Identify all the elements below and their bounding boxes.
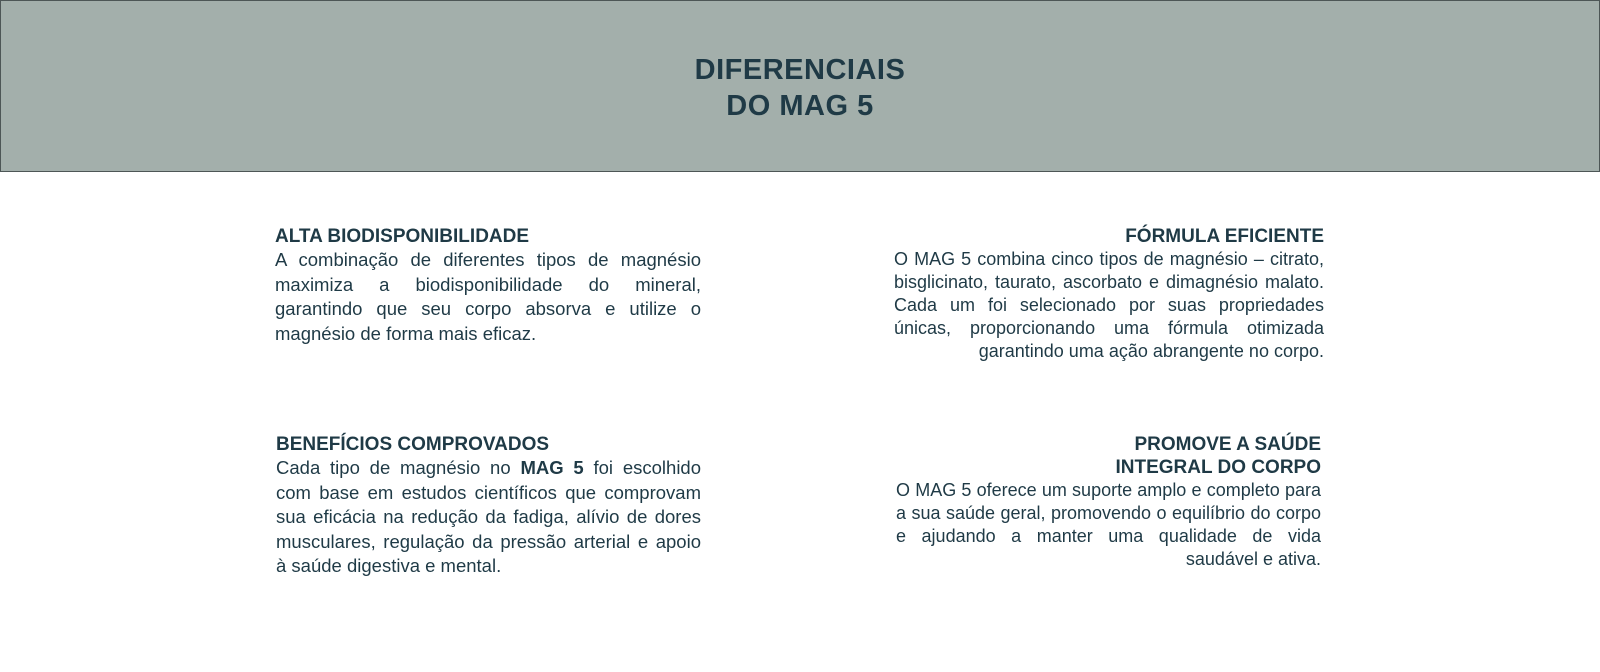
page-title-line-1: DIFERENCIAIS — [694, 54, 906, 86]
section-text: O MAG 5 oferece um suporte amplo e completo para a sua saúde geral, promovendo o equilíbrio do corpo e ajudando a manter uma qualidade de vida saudável e ativa. — [896, 480, 1321, 569]
section-text — [276, 456, 701, 579]
section-title: ALTA BIODISPONIBILIDADE — [275, 226, 530, 247]
section-text: A combinação de diferentes tipos de magnésio maximiza a biodisponibilidade do mineral, garantindo que seu corpo absorva e utilize o magnésio de forma mais eficaz. — [275, 249, 701, 344]
section-text: O MAG 5 combina cinco tipos de magnésio – citrato, bisglicinato, taurato, ascorbato e dimagnésio malato. Cada um foi selecionado por suas propriedades únicas, proporcionando uma fórmula otimizada garantindo uma ação abrangente no corpo. — [894, 249, 1324, 361]
header-banner — [0, 0, 1600, 172]
page-title — [1, 52, 1599, 124]
section-title-line-2: INTEGRAL DO CORPO — [1115, 457, 1321, 478]
page-title-line-2: DO MAG 5 — [726, 90, 874, 122]
section-text-after: foi escolhido com base em estudos científicos que comprovam sua eficácia na redução da fadiga, alívio de dores musculares, regulação da pressão arterial e apoio à saúde digestiva e mental. — [276, 457, 702, 576]
section-title: BENEFÍCIOS COMPROVADOS — [276, 434, 550, 455]
section-formula-eficiente — [894, 225, 1324, 363]
section-promove-saude — [896, 433, 1321, 571]
section-text-before: Cada tipo de magnésio no — [276, 457, 521, 478]
section-title: FÓRMULA EFICIENTE — [1125, 226, 1324, 247]
section-title-line-1: PROMOVE A SAÚDE — [1134, 434, 1321, 455]
section-beneficios-comprovados — [276, 433, 701, 579]
section-title — [896, 433, 1321, 479]
section-alta-biodisponibilidade — [275, 225, 701, 346]
product-name-bold: MAG 5 — [520, 457, 584, 478]
